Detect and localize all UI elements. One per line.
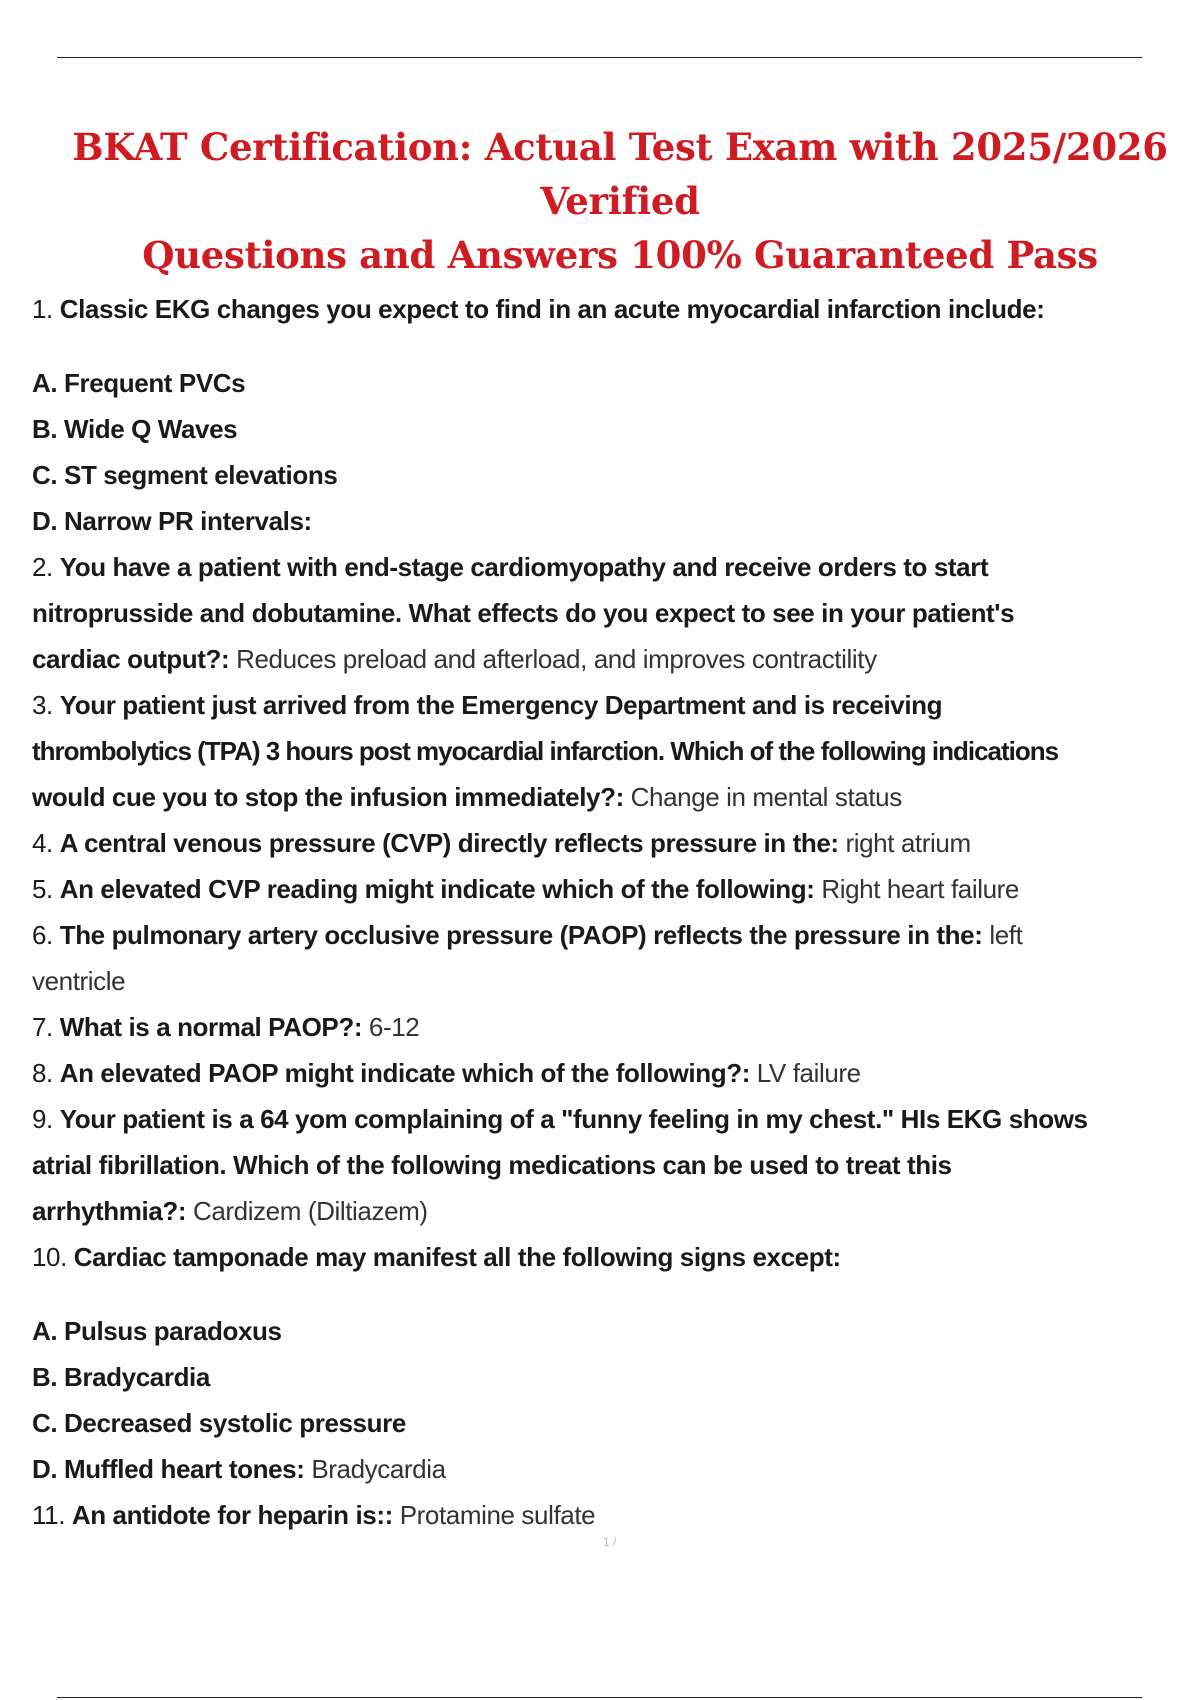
option-1c bbox=[32, 452, 1192, 498]
question-3-answer-line bbox=[32, 774, 1192, 820]
question-text: cardiac output?: bbox=[32, 644, 230, 674]
question-9 bbox=[32, 1096, 1192, 1142]
answer-text: Reduces preload and afterload, and improves contractility bbox=[236, 644, 877, 674]
question-2 bbox=[32, 544, 1192, 590]
question-3 bbox=[32, 682, 1192, 728]
answer-text: 6-12 bbox=[368, 1012, 420, 1042]
option-letter: B. bbox=[32, 1362, 58, 1392]
question-number: 1. bbox=[32, 294, 53, 324]
question-8 bbox=[32, 1050, 1192, 1096]
option-10b bbox=[32, 1354, 1192, 1400]
option-text: Bradycardia bbox=[64, 1362, 210, 1392]
top-rule bbox=[57, 57, 1142, 58]
answer-text: Protamine sulfate bbox=[399, 1500, 596, 1530]
question-5 bbox=[32, 866, 1192, 912]
question-text: An elevated CVP reading might indicate which of the following: bbox=[59, 874, 815, 904]
question-text: arrhythmia?: bbox=[32, 1196, 187, 1226]
option-text: Narrow PR intervals: bbox=[64, 506, 312, 536]
question-1 bbox=[32, 286, 1192, 332]
question-text: nitroprusside and dobutamine. What effects do you expect to see in your patient's bbox=[32, 598, 1015, 628]
question-number: 3. bbox=[32, 690, 53, 720]
option-letter: A. bbox=[32, 368, 58, 398]
question-text: atrial fibrillation. Which of the following medications can be used to treat this bbox=[32, 1150, 952, 1180]
option-letter: C. bbox=[32, 1408, 58, 1438]
answer-text: Cardizem (Diltiazem) bbox=[192, 1196, 428, 1226]
page-number: 1 / bbox=[603, 1535, 617, 1549]
question-text: What is a normal PAOP?: bbox=[59, 1012, 363, 1042]
question-6-answer-cont bbox=[32, 958, 1192, 1004]
question-9-cont bbox=[32, 1142, 1192, 1188]
question-7 bbox=[32, 1004, 1192, 1050]
answer-text: ventricle bbox=[32, 966, 126, 996]
option-text: ST segment elevations bbox=[64, 460, 338, 490]
question-2-cont bbox=[32, 590, 1192, 636]
option-1b bbox=[32, 406, 1192, 452]
question-number: 5. bbox=[32, 874, 53, 904]
question-text: thrombolytics (TPA) 3 hours post myocardial infarction. Which of the following indications bbox=[32, 736, 1059, 766]
question-2-answer-line bbox=[32, 636, 1192, 682]
question-list bbox=[32, 286, 1192, 1538]
option-text: Decreased systolic pressure bbox=[64, 1408, 406, 1438]
question-number: 10. bbox=[32, 1242, 67, 1272]
option-10a bbox=[32, 1308, 1192, 1354]
option-letter: B. bbox=[32, 414, 58, 444]
question-number: 7. bbox=[32, 1012, 53, 1042]
question-text: An elevated PAOP might indicate which of the following?: bbox=[59, 1058, 750, 1088]
title-line-2: Questions and Answers 100% Guaranteed Pass bbox=[142, 233, 1098, 277]
option-1d bbox=[32, 498, 1192, 544]
answer-text: left bbox=[989, 920, 1023, 950]
question-text: Cardiac tamponade may manifest all the following signs except: bbox=[73, 1242, 841, 1272]
question-text: An antidote for heparin is:: bbox=[71, 1500, 393, 1530]
question-text: Your patient is a 64 yom complaining of a "funny feeling in my chest." HIs EKG shows bbox=[59, 1104, 1088, 1134]
question-text: would cue you to stop the infusion immediately?: bbox=[32, 782, 624, 812]
question-text: You have a patient with end-stage cardiomyopathy and receive orders to start bbox=[59, 552, 989, 582]
question-11 bbox=[32, 1492, 1192, 1538]
answer-text: LV failure bbox=[756, 1058, 861, 1088]
answer-text: Bradycardia bbox=[311, 1454, 446, 1484]
title-line-1: BKAT Certification: Actual Test Exam with 2025/2026 Verified bbox=[72, 125, 1168, 223]
question-number: 9. bbox=[32, 1104, 53, 1134]
option-10c bbox=[32, 1400, 1192, 1446]
answer-text: right atrium bbox=[845, 828, 971, 858]
question-number: 8. bbox=[32, 1058, 53, 1088]
question-number: 4. bbox=[32, 828, 53, 858]
question-9-answer-line bbox=[32, 1188, 1192, 1234]
option-letter: D. bbox=[32, 506, 58, 536]
answer-text: Right heart failure bbox=[821, 874, 1019, 904]
option-text: Muffled heart tones: bbox=[64, 1454, 305, 1484]
option-text: Frequent PVCs bbox=[64, 368, 246, 398]
question-text: Your patient just arrived from the Emergency Department and is receiving bbox=[59, 690, 943, 720]
question-3-cont bbox=[32, 728, 1192, 774]
answer-text: Change in mental status bbox=[630, 782, 902, 812]
document-title bbox=[30, 120, 1200, 282]
question-10 bbox=[32, 1234, 1192, 1280]
option-letter: D. bbox=[32, 1454, 58, 1484]
option-letter: C. bbox=[32, 460, 58, 490]
option-letter: A. bbox=[32, 1316, 58, 1346]
question-text: The pulmonary artery occlusive pressure (PAOP) reflects the pressure in the: bbox=[59, 920, 983, 950]
option-text: Wide Q Waves bbox=[64, 414, 238, 444]
option-text: Pulsus paradoxus bbox=[64, 1316, 282, 1346]
question-number: 11. bbox=[32, 1500, 66, 1530]
question-number: 6. bbox=[32, 920, 53, 950]
question-number: 2. bbox=[32, 552, 53, 582]
question-text: A central venous pressure (CVP) directly reflects pressure in the: bbox=[59, 828, 839, 858]
option-10d bbox=[32, 1446, 1192, 1492]
question-4 bbox=[32, 820, 1192, 866]
bottom-rule bbox=[57, 1697, 1142, 1698]
question-6 bbox=[32, 912, 1192, 958]
option-1a bbox=[32, 360, 1192, 406]
question-text: Classic EKG changes you expect to find in an acute myocardial infarction include: bbox=[59, 294, 1045, 324]
